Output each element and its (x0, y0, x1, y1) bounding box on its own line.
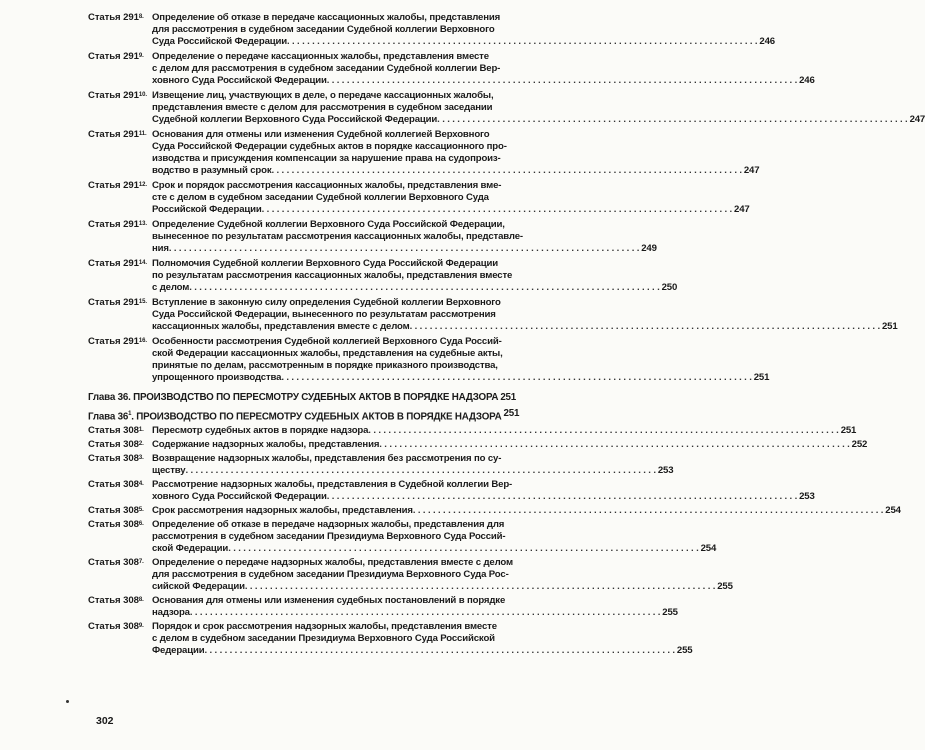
article-superscript: 8. (138, 597, 144, 604)
title-line: Основания для отмены или изменения Судебной коллегией Верховного (152, 129, 490, 140)
article-number (88, 425, 152, 437)
article-superscript: 1. (138, 427, 144, 434)
toc-entry[interactable] (88, 439, 868, 451)
title-line: Определение Судебной коллегии Верховного Суда Российской Федерации, (152, 219, 505, 230)
chapter-title: Глава 36. ПРОИЗВОДСТВО ПО ПЕРЕСМОТРУ СУДЕБНЫХ АКТОВ В ПОРЯДКЕ НАДЗОРА (88, 392, 499, 403)
chapter-title (88, 408, 501, 423)
article-superscript: 13. (138, 221, 147, 227)
page-ref: 251 (503, 408, 520, 419)
title-line: Определение о передаче кассационных жалобы, представления вместе (152, 51, 489, 62)
article-superscript: 11. (138, 131, 147, 137)
article-title (152, 453, 673, 477)
article-superscript: 15. (138, 299, 147, 305)
page-ref: 247 (909, 114, 925, 125)
dot-leader (271, 165, 741, 177)
toc-entry[interactable] (88, 180, 750, 216)
article-title (152, 336, 769, 384)
page-ref: 254 (700, 543, 717, 555)
title-line: с делом в судебном заседании Президиума Верховного Суда Российской (152, 633, 495, 645)
article-number (88, 439, 152, 451)
title-line: ской Федерации кассационных жалобы, представления на судебные акты, (152, 348, 503, 359)
article-title (152, 595, 678, 619)
article-superscript: 4. (138, 481, 144, 488)
dot-leader (281, 372, 751, 384)
page-ref: 251 (881, 321, 898, 332)
page-ref: 246 (759, 36, 775, 47)
title-line: кассационных жалобы, представления вместе с делом (152, 321, 410, 332)
article-label: Статья 291 (88, 297, 139, 308)
toc-entry[interactable] (88, 297, 898, 333)
article-label: Статья 291 (88, 258, 139, 269)
article-label: Статья 308 (88, 595, 139, 607)
article-superscript: 9. (138, 53, 144, 59)
article-title (152, 621, 692, 657)
article-label: Статья 308 (88, 621, 139, 633)
toc-entry[interactable] (88, 12, 775, 48)
dot-leader (327, 491, 797, 503)
title-line: представления вместе с делом для рассмотрения в судебном заседании (152, 102, 493, 113)
title-line: ществу (152, 465, 186, 477)
article-title (152, 297, 898, 333)
article-number (88, 129, 152, 141)
dot-leader (169, 243, 639, 255)
toc-entry[interactable] (88, 129, 760, 177)
page-ref: 252 (851, 439, 868, 451)
article-label: Статья 308 (88, 439, 139, 451)
title-line: водство в разумный срок (152, 165, 272, 176)
toc-entry[interactable] (88, 621, 693, 657)
article-label: Статья 308 (88, 453, 139, 465)
article-label: Статья 291 (88, 12, 139, 23)
title-line: с делом (152, 282, 190, 293)
page-ref: 255 (676, 645, 693, 657)
article-title (152, 519, 716, 555)
chapter-superscript: 1 (128, 411, 132, 417)
article-number (88, 479, 152, 491)
toc-entry[interactable] (88, 557, 733, 593)
page-ref: 250 (661, 282, 678, 293)
article-number (88, 505, 152, 517)
page-ref: 254 (885, 505, 901, 517)
title-line: принятые по делам, рассмотренным в порядке приказного производства, (152, 360, 498, 371)
article-superscript: 10. (138, 92, 147, 98)
title-line: для рассмотрения в судебном заседании Судебной коллегии Верховного (152, 24, 495, 35)
title-line: ния (152, 243, 169, 254)
article-number (88, 180, 152, 192)
ink-dot (66, 700, 69, 703)
toc-entry[interactable] (88, 258, 678, 294)
article-label: Статья 291 (88, 129, 139, 140)
toc-entry[interactable] (88, 219, 657, 255)
title-line: Рассмотрение надзорных жалобы, представления в Судебной коллегии Вер- (152, 479, 513, 491)
title-line: Срок и порядок рассмотрения кассационных жалобы, представления вме- (152, 180, 502, 191)
page-ref: 253 (799, 491, 815, 503)
chapter-label: Глава 36 (88, 411, 129, 423)
article-number (88, 219, 152, 231)
article-superscript: 6. (138, 521, 144, 528)
title-line: Судебной коллегии Верховного Суда Российской Федерации (152, 114, 438, 125)
article-title (152, 51, 815, 87)
dot-leader (185, 465, 655, 477)
page-ref: 247 (743, 165, 760, 176)
article-number (88, 258, 152, 270)
article-title (152, 12, 775, 48)
article-superscript: 2. (138, 441, 144, 448)
title-line: Суда Российской Федерации (152, 36, 287, 47)
article-number (88, 51, 152, 63)
title-line: ховного Суда Российской Федерации (152, 491, 327, 503)
article-label: Статья 291 (88, 90, 139, 101)
title-line: упрощенного производства (152, 372, 282, 383)
article-label: Статья 291 (88, 336, 139, 347)
title-line: Пересмотр судебных актов в порядке надзора (152, 425, 369, 437)
dot-leader (437, 114, 907, 126)
title-line: ховного Суда Российской Федерации (152, 75, 327, 86)
article-title (152, 90, 925, 126)
article-title (152, 505, 901, 517)
title-line: Определение о передаче надзорных жалобы, представления вместе с делом (152, 557, 513, 569)
article-number (88, 12, 152, 24)
article-label: Статья 308 (88, 425, 139, 437)
page-ref: 251 (753, 372, 770, 383)
dot-leader (205, 645, 675, 657)
title-line: Срок рассмотрения надзорных жалобы, представления (152, 505, 413, 517)
title-line: Возвращение надзорных жалобы, представления без рассмотрения по су- (152, 453, 502, 465)
article-superscript: 14. (138, 260, 147, 266)
dot-leader (379, 439, 849, 451)
table-of-contents (88, 12, 925, 659)
article-label: Статья 308 (88, 479, 139, 491)
title-line: Вступление в законную силу определения Судебной коллегии Верховного (152, 297, 501, 308)
title-line: Суда Российской Федерации, вынесенного по результатам рассмотрения (152, 309, 496, 320)
toc-entry[interactable] (88, 425, 857, 437)
dot-leader (228, 543, 698, 555)
title-line: Порядок и срок рассмотрения надзорных жалобы, представления вместе (152, 621, 497, 633)
page-ref: 255 (662, 607, 678, 619)
article-title (152, 180, 750, 216)
page-ref: 246 (799, 75, 815, 86)
title-line: Определение об отказе в передаче надзорных жалобы, представления для (152, 519, 505, 531)
toc-entry[interactable] (88, 453, 674, 477)
article-number (88, 595, 152, 607)
article-superscript: 9. (138, 623, 144, 630)
page-ref: 247 (734, 204, 750, 215)
article-number (88, 297, 152, 309)
article-title (152, 479, 815, 503)
title-line: сийской Федерации (152, 581, 245, 593)
dot-leader (262, 204, 732, 216)
title-line: с делом для рассмотрения в судебном заседании Судебной коллегии Вер- (152, 63, 501, 74)
article-number (88, 453, 152, 465)
article-label: Статья 291 (88, 51, 139, 62)
article-number (88, 336, 152, 348)
title-line: Суда Российской Федерации судебных актов в порядке кассационного про- (152, 141, 507, 152)
page-ref: 251 (840, 425, 857, 437)
title-line: рассмотрения в судебном заседании Президиума Верховного Суда Россий- (152, 531, 506, 543)
dot-leader (190, 607, 660, 619)
title-line: ской Федерации (152, 543, 229, 555)
article-label: Статья 308 (88, 557, 139, 569)
toc-entry[interactable] (88, 479, 815, 503)
chapter-heading[interactable] (88, 408, 520, 423)
page-number: 302 (96, 715, 114, 727)
title-line: Особенности рассмотрения Судебной коллегией Верховного Суда Россий- (152, 336, 502, 347)
page-ref: 255 (717, 581, 733, 593)
title-line: изводства и присуждения компенсации за нарушение права на судопроиз- (152, 153, 501, 164)
article-label: Статья 291 (88, 180, 139, 191)
toc-entry[interactable] (88, 51, 815, 87)
chapter-heading[interactable] (88, 392, 517, 404)
toc-entry[interactable] (88, 90, 925, 126)
article-label: Статья 291 (88, 219, 139, 230)
dot-leader (327, 75, 797, 87)
page-ref: 249 (641, 243, 657, 254)
chapter-name: . ПРОИЗВОДСТВО ПО ПЕРЕСМОТРУ СУДЕБНЫХ АКТОВ В ПОРЯДКЕ НАДЗОРА (131, 411, 502, 423)
title-line: для рассмотрения в судебном заседании Президиума Верховного Суда Рос- (152, 569, 509, 581)
dot-leader (245, 581, 715, 593)
article-title (152, 425, 856, 437)
article-label: Статья 308 (88, 505, 139, 517)
article-number (88, 90, 152, 102)
dot-leader (287, 36, 757, 48)
title-line: Полномочия Судебной коллегии Верховного Суда Российской Федерации (152, 258, 498, 269)
article-superscript: 5. (138, 507, 144, 514)
dot-leader (413, 505, 883, 517)
page-ref: 251 (500, 392, 517, 403)
toc-entry[interactable] (88, 505, 901, 517)
article-superscript: 3. (138, 455, 144, 462)
article-number (88, 557, 152, 569)
article-title (152, 219, 657, 255)
page-ref: 253 (657, 465, 674, 477)
dot-leader (368, 425, 838, 437)
title-line: Российской Федерации (152, 204, 262, 215)
title-line: по результатам рассмотрения кассационных жалобы, представления вместе (152, 270, 513, 281)
article-superscript: 8. (138, 14, 144, 20)
dot-leader (410, 321, 880, 333)
article-title (152, 439, 867, 451)
title-line: вынесенное по результатам рассмотрения кассационных жалобы, представле- (152, 231, 523, 242)
toc-entry[interactable] (88, 595, 678, 619)
article-title (152, 129, 759, 177)
title-line: сте с делом в судебном заседании Судебной коллегии Верховного Суда (152, 192, 489, 203)
title-line: Извещение лиц, участвующих в деле, о передаче кассационных жалобы, (152, 90, 494, 101)
title-line: Содержание надзорных жалобы, представления (152, 439, 380, 451)
title-line: Основания для отмены или изменения судебных постановлений в порядке (152, 595, 506, 607)
article-title (152, 258, 677, 294)
article-title (152, 557, 733, 593)
article-number (88, 519, 152, 531)
title-line: Федерации (152, 645, 205, 657)
toc-entry[interactable] (88, 336, 770, 384)
toc-entry[interactable] (88, 519, 717, 555)
article-superscript: 16. (138, 338, 147, 344)
dot-leader (189, 282, 659, 294)
article-number (88, 621, 152, 633)
article-label: Статья 308 (88, 519, 139, 531)
article-superscript: 7. (138, 559, 144, 566)
article-superscript: 12. (138, 182, 147, 188)
title-line: Определение об отказе в передаче кассационных жалобы, представления (152, 12, 501, 23)
title-line: надзора (152, 607, 190, 619)
